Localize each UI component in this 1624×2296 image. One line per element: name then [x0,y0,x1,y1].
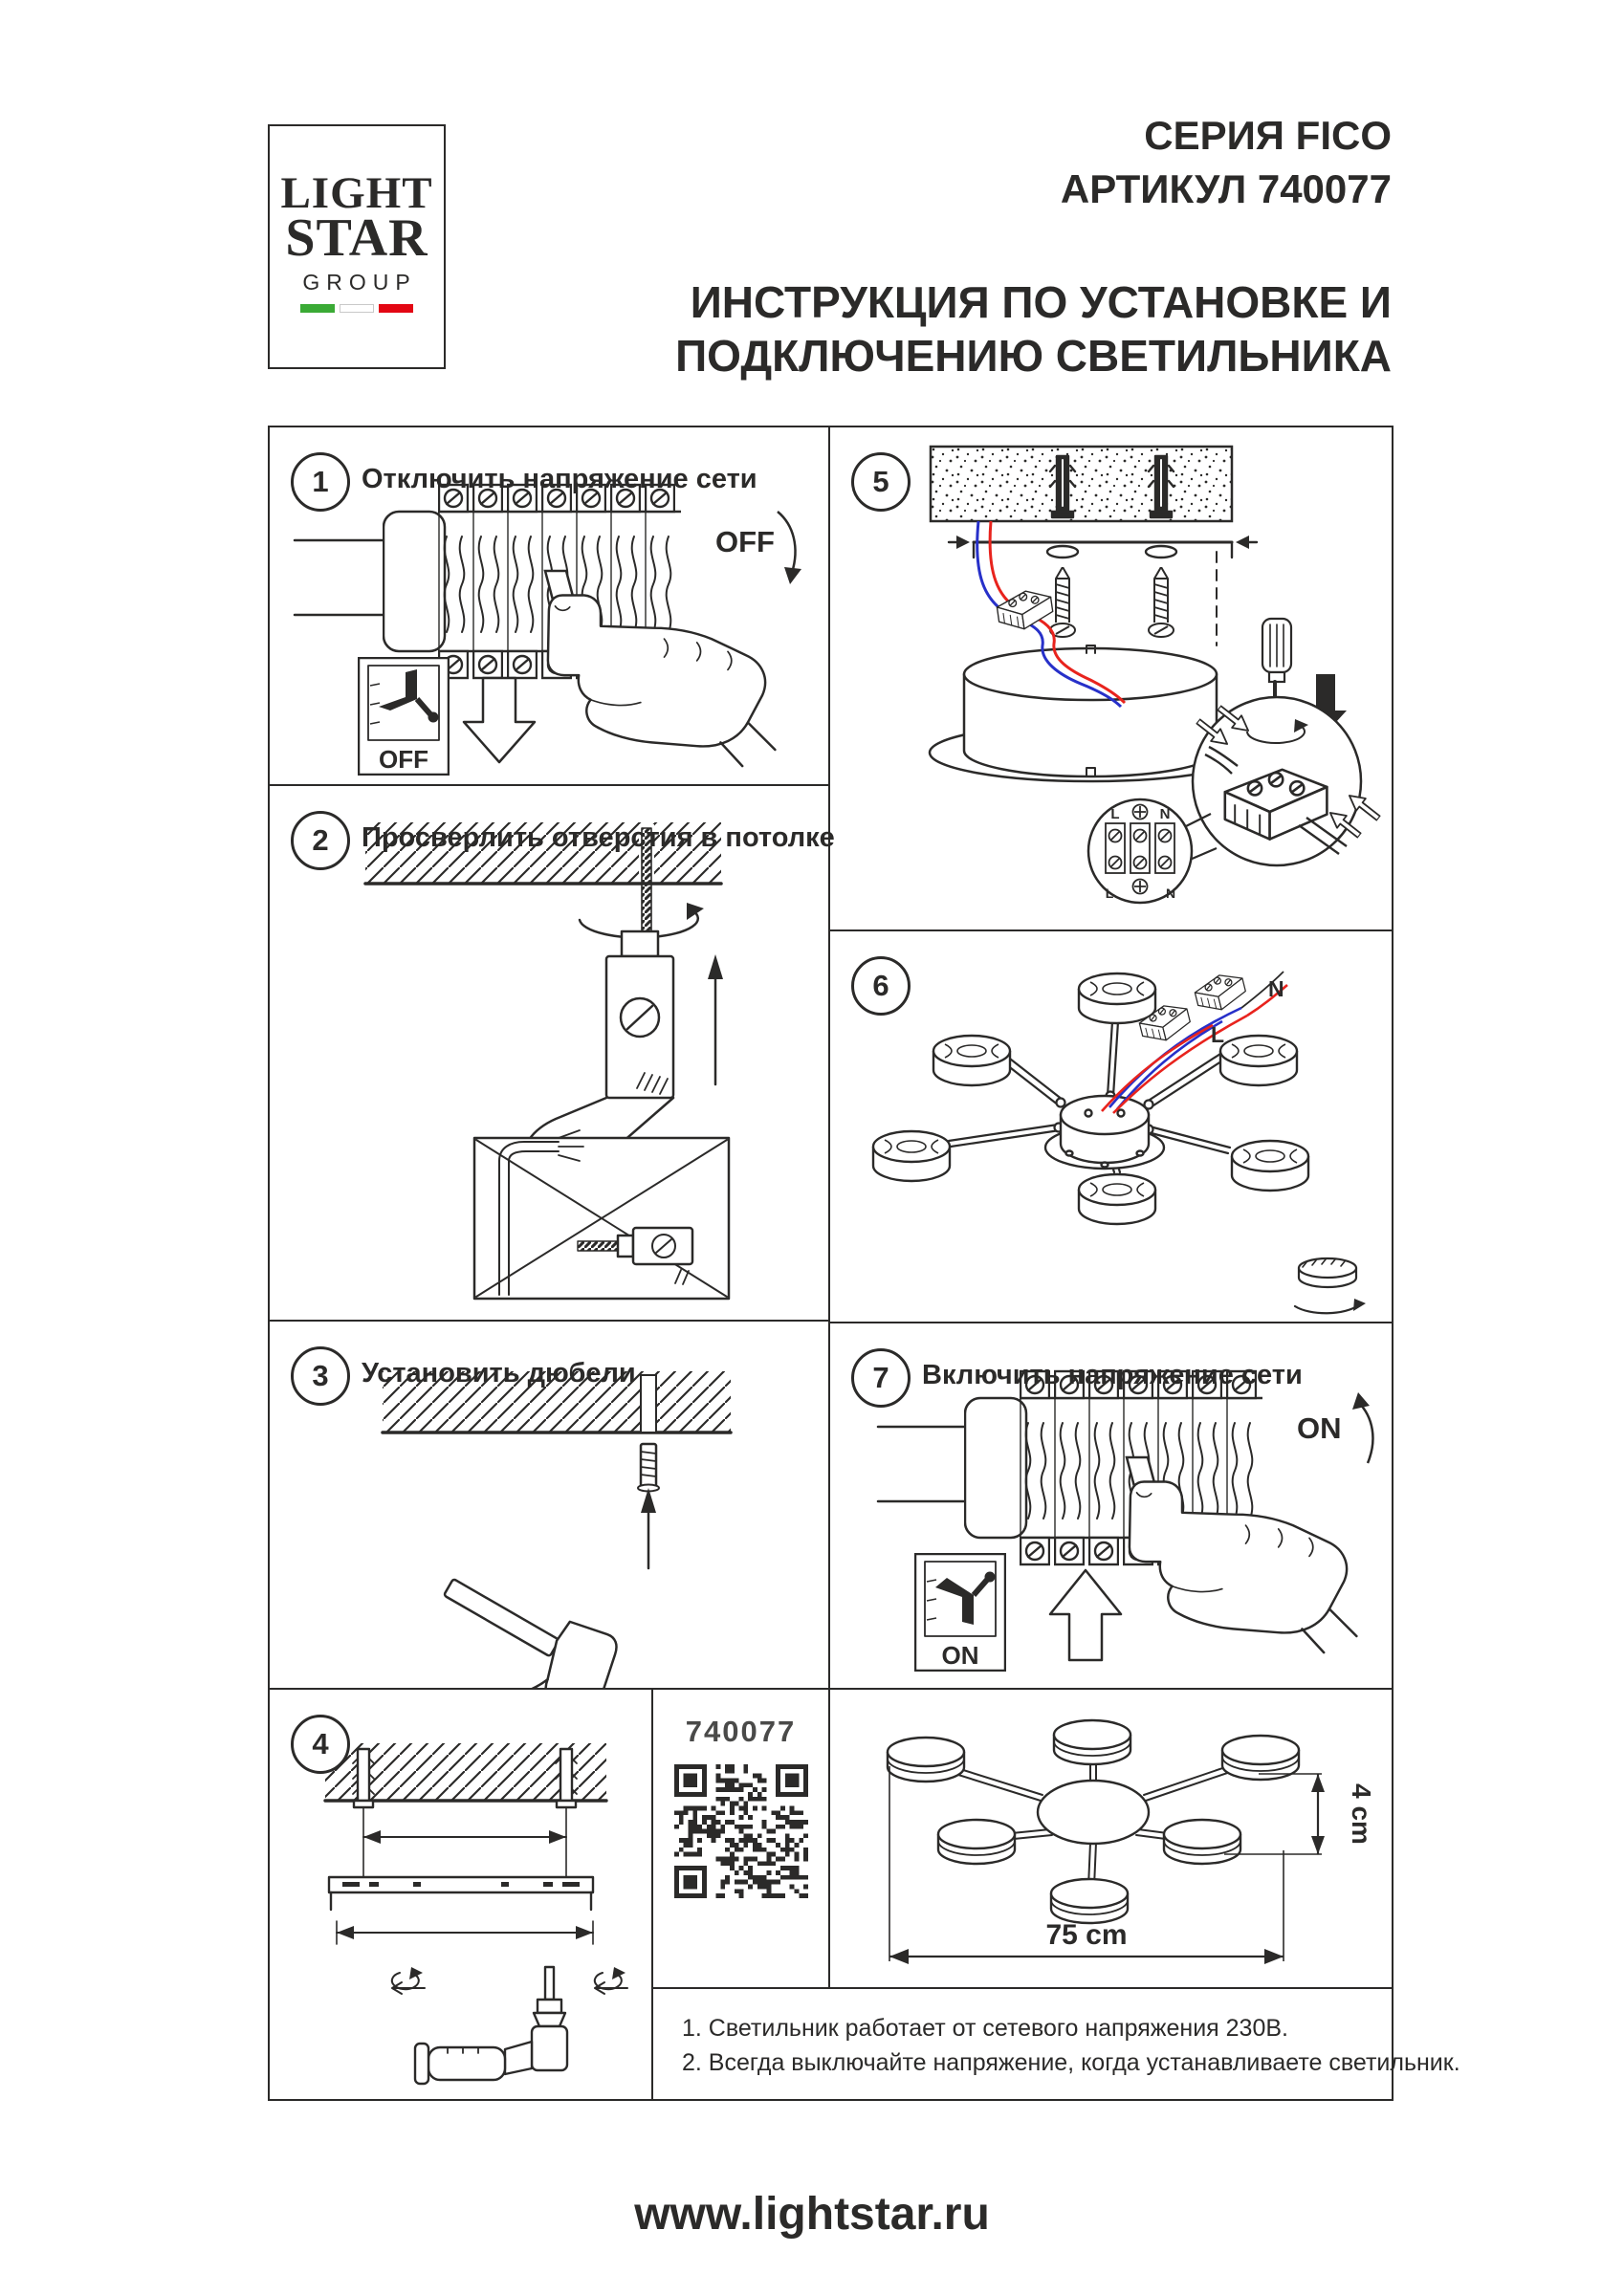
lamp-head-lower-right [1232,1141,1308,1191]
document-title [675,275,1392,383]
lamp-head-bottom [1079,1174,1155,1224]
step-2-panel [268,784,835,1322]
screw-right [1149,567,1174,637]
width-dimension: 75 cm [1045,1919,1128,1951]
step-4-panel [268,1688,653,2101]
drilled-hole [641,1375,656,1432]
rotation-arrow-right [595,1967,627,1994]
lightstar-logo [268,124,446,369]
rotate-down-arrowhead [784,567,801,584]
step-7-caption: Включить напряжение сети [922,1360,1303,1390]
step-1-panel [268,426,830,786]
height-dimension: 4 cm [1347,1783,1376,1845]
step-1-number: 1 [312,465,329,498]
italian-flag-bar [270,304,444,313]
rotate-up-arrowhead [1352,1392,1370,1410]
neutral-label: N [1159,806,1171,822]
up-arrow [1050,1570,1121,1660]
down-arrow [464,678,535,762]
step-2-illustration [270,786,828,1320]
concrete-ceiling [931,447,1232,521]
screw-left [1050,567,1075,637]
step-6-panel [828,929,1394,1323]
step-4-number-badge [291,1715,350,1774]
step-4-number: 4 [312,1727,329,1760]
line-label: L [1211,1022,1225,1047]
on-label: ON [1297,1411,1342,1445]
up-arrow [708,954,723,979]
pointing-hand [548,596,776,767]
lamp-head-lower-left [873,1131,950,1181]
lock-ring [1295,1258,1366,1313]
dowel [638,1444,659,1492]
qr-panel [651,1688,830,1989]
step-6-number: 6 [872,969,889,1002]
step-2-number-badge [291,811,350,870]
lamp-upper-right [1222,1736,1299,1780]
dimensions-panel [828,1688,1394,1989]
step-3-panel [268,1320,830,1690]
rotation-arrow [687,903,704,920]
step-2-caption: Просверлить отверстия в потолке [362,822,835,853]
lamp-head-top [1079,973,1155,1023]
hammer [413,1554,630,1688]
wiring-diagram-magnifier [1088,799,1217,903]
lamp-top [1054,1720,1130,1764]
pointing-hand [1130,1482,1357,1653]
line-label-bottom: L [1105,886,1114,901]
lamp-mid-right [1164,1820,1240,1864]
off-label: OFF [715,525,775,558]
step-7-number-badge [851,1348,911,1408]
lamp-bottom [1051,1879,1128,1923]
step-5-panel [828,426,1394,931]
line-label: L [1110,806,1120,822]
note-1: 1. Светильник работает от сетевого напряжения 230В. [682,2015,1288,2042]
hub [1038,1781,1149,1844]
switch-on-text: ON [941,1641,979,1670]
step-3-number: 3 [312,1359,329,1392]
step-5-illustration [830,427,1392,929]
qr-code [674,1764,808,1898]
neutral-label: N [1268,976,1284,1001]
notes-panel [651,1987,1460,2101]
step-7-number: 7 [872,1361,889,1394]
switch-off-text: OFF [379,745,428,774]
step-2-number: 2 [312,823,329,857]
logo-word-group: GROUP [302,270,417,295]
lamp-head-upper-left [933,1036,1010,1085]
article-number: АРТИКУЛ 740077 [1060,166,1392,211]
series-title: СЕРИЯ FICO [1144,113,1392,158]
rotation-arrow-left [392,1967,425,1994]
step-3-caption: Установить дюбели [362,1358,636,1389]
mounting-bracket [329,1877,593,1892]
step-6-number-badge [851,956,911,1016]
step-6-illustration [830,931,1392,1322]
website-url: www.lightstar.ru [634,2189,990,2240]
step-1-caption: Отключить напряжение сети [362,464,757,494]
neutral-label-bottom: N [1165,886,1176,901]
step-1-number-badge [291,452,350,512]
terminal-magnifier [1193,697,1383,865]
lamp-mid-left [938,1820,1015,1864]
lamp-head-upper-right [1220,1036,1297,1085]
step-3-number-badge [291,1346,350,1406]
lamp-upper-left [888,1738,964,1782]
logo-word-star: STAR [285,208,428,268]
dimensions-drawing [830,1690,1392,1987]
document-title-line2: ПОДКЛЮЧЕНИЮ СВЕТИЛЬНИКА [675,331,1392,381]
note-2: 2. Всегда выключайте напряжение, когда устанавливаете светильник. [682,2049,1460,2076]
step-5-number-badge [851,452,911,512]
step-5-number: 5 [872,465,889,498]
document-title-line1: ИНСТРУКЦИЯ ПО УСТАНОВКЕ И [690,277,1392,327]
logo-word-light: LIGHT [280,168,433,218]
electric-screwdriver [415,1967,567,2084]
qr-article-number: 740077 [685,1715,797,1748]
step-7-panel [828,1322,1394,1690]
